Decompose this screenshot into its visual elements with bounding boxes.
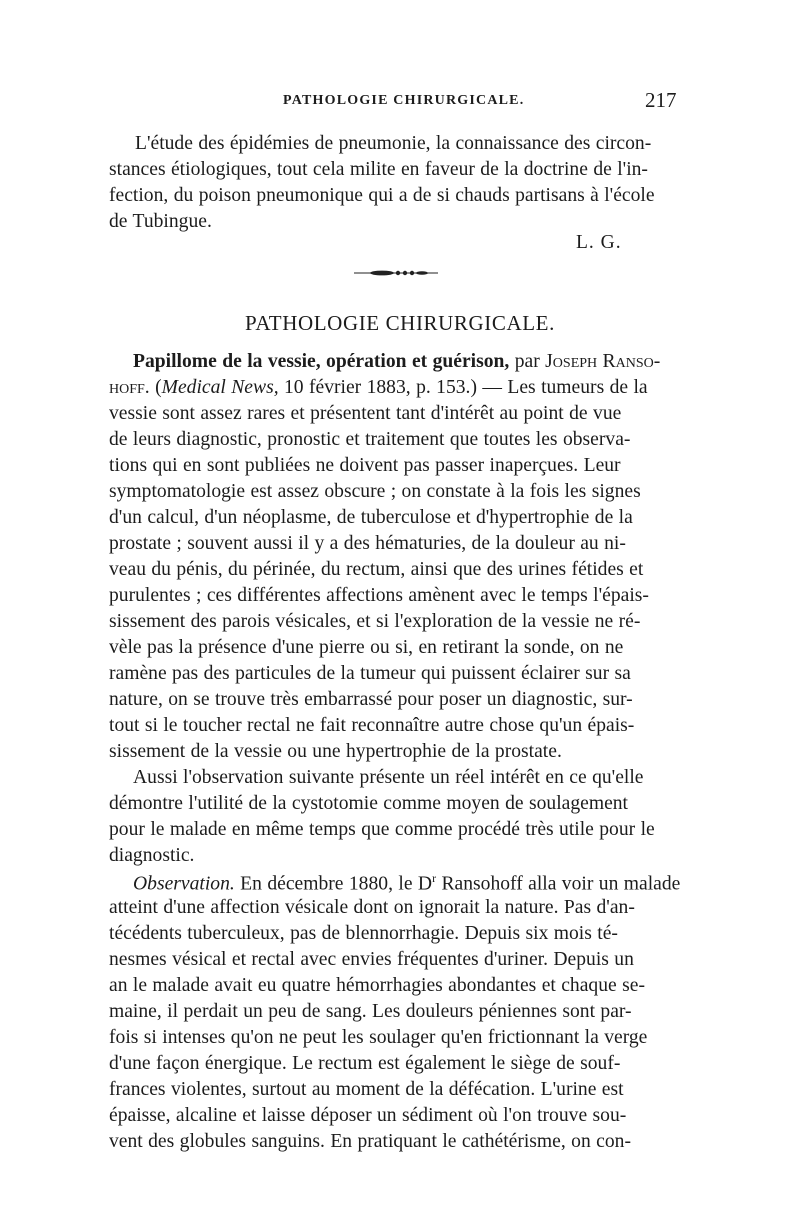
observation-text-b: Ransohoff alla voir un malade <box>436 873 681 895</box>
page-number: 217 <box>645 88 677 112</box>
body-line: nature, on se trouve très embarrassé pour poser un diagnostic, sur- <box>109 689 633 710</box>
body-line: veau du pénis, du périnée, du rectum, ainsi que des urines fétides et <box>109 559 644 580</box>
paragraph-2-line: Aussi l'observation suivante présente un réel intérêt en ce qu'elle <box>133 767 644 788</box>
article-line-1 <box>133 352 660 372</box>
author-prefix: par <box>509 351 546 372</box>
observation-line: atteint d'une affection vésicale dont on ignorait la nature. Pas d'an- <box>109 897 635 918</box>
author-name-part-1: Joseph Ranso- <box>545 351 661 372</box>
article-title: Papillome de la vessie, opération et guérison, <box>133 351 510 372</box>
body-line: sissement des parois vésicales, et si l'exploration de la vessie ne ré- <box>109 611 641 632</box>
body-line: prostate ; souvent aussi il y a des hématuries, de la douleur au ni- <box>109 533 626 554</box>
intro-line-3: fection, du poison pneumonique qui a de si chauds partisans à l'école <box>109 185 655 206</box>
paragraph-2-line: diagnostic. <box>109 845 195 866</box>
intro-line-1: L'étude des épidémies de pneumonie, la connaissance des circon- <box>135 133 652 154</box>
journal-name: Medical News, <box>161 377 279 398</box>
observation-line: nesmes vésical et rectal avec envies fréquentes d'uriner. Depuis un <box>109 949 634 970</box>
doctor-superscript: r <box>432 871 437 885</box>
observation-line: an le malade avait eu quatre hémorrhagies abondantes et chaque se- <box>109 975 645 996</box>
body-line: purulentes ; ces différentes affections amènent avec le temps l'épais- <box>109 585 649 606</box>
ornament-divider <box>352 268 440 278</box>
body-line: de leurs diagnostic, pronostic et traitement que toutes les observa- <box>109 429 631 450</box>
observation-line-1 <box>133 872 680 894</box>
signature: L. G. <box>576 232 622 253</box>
observation-line: técédents tuberculeux, pas de blennorrhagie. Depuis six mois té- <box>109 923 618 944</box>
source-open: ( <box>149 377 162 398</box>
paragraph-2-line: pour le malade en même temps que comme procédé très utile pour le <box>109 819 655 840</box>
intro-line-4: de Tubingue. <box>109 211 212 232</box>
observation-label: Observation. <box>133 873 235 895</box>
body-line: vèle pas la présence d'une pierre ou si, en retirant la sonde, on ne <box>109 637 624 658</box>
observation-line: d'une façon énergique. Le rectum est également le siège de souf- <box>109 1053 621 1074</box>
observation-line: vent des globules sanguins. En pratiquant le cathétérisme, on con- <box>109 1131 631 1152</box>
article-line-2 <box>109 378 648 398</box>
body-line: tout si le toucher rectal ne fait reconnaître autre chose qu'un épais- <box>109 715 635 736</box>
body-line: ramène pas des particules de la tumeur qui puissent éclairer sur sa <box>109 663 631 684</box>
body-line: symptomatologie est assez obscure ; on constate à la fois les signes <box>109 481 641 502</box>
observation-line: épaisse, alcaline et laisse déposer un sédiment où l'on trouve sou- <box>109 1105 627 1126</box>
body-line: sissement de la vessie ou une hypertrophie de la prostate. <box>109 741 562 762</box>
intro-line-2: stances étiologiques, tout cela milite en faveur de la doctrine de l'in- <box>109 159 648 180</box>
body-line: vessie sont assez rares et présentent tant d'intérêt au point de vue <box>109 403 622 424</box>
date-reference: 10 février 1883, p. 153.) <box>278 377 477 398</box>
paragraph-2-line: démontre l'utilité de la cystotomie comme moyen de soulagement <box>109 793 629 814</box>
running-head: PATHOLOGIE CHIRURGICALE. <box>283 93 525 108</box>
author-name-part-2: hoff. <box>109 377 150 398</box>
observation-line: frances violentes, surtout au moment de la défécation. L'urine est <box>109 1079 624 1100</box>
observation-line: maine, il perdait un peu de sang. Les douleurs péniennes sont par- <box>109 1001 632 1022</box>
article-line-2-tail: — Les tumeurs de la <box>476 377 648 398</box>
observation-line: fois si intenses qu'on ne peut les soulager qu'en frictionnant la verge <box>109 1027 648 1048</box>
body-line: tions qui en sont publiées ne doivent pas passer inaperçues. Leur <box>109 455 621 476</box>
body-line: d'un calcul, d'un néoplasme, de tuberculose et d'hypertrophie de la <box>109 507 633 528</box>
section-title: PATHOLOGIE CHIRURGICALE. <box>245 311 555 335</box>
observation-text-a: En décembre 1880, le D <box>234 873 433 895</box>
